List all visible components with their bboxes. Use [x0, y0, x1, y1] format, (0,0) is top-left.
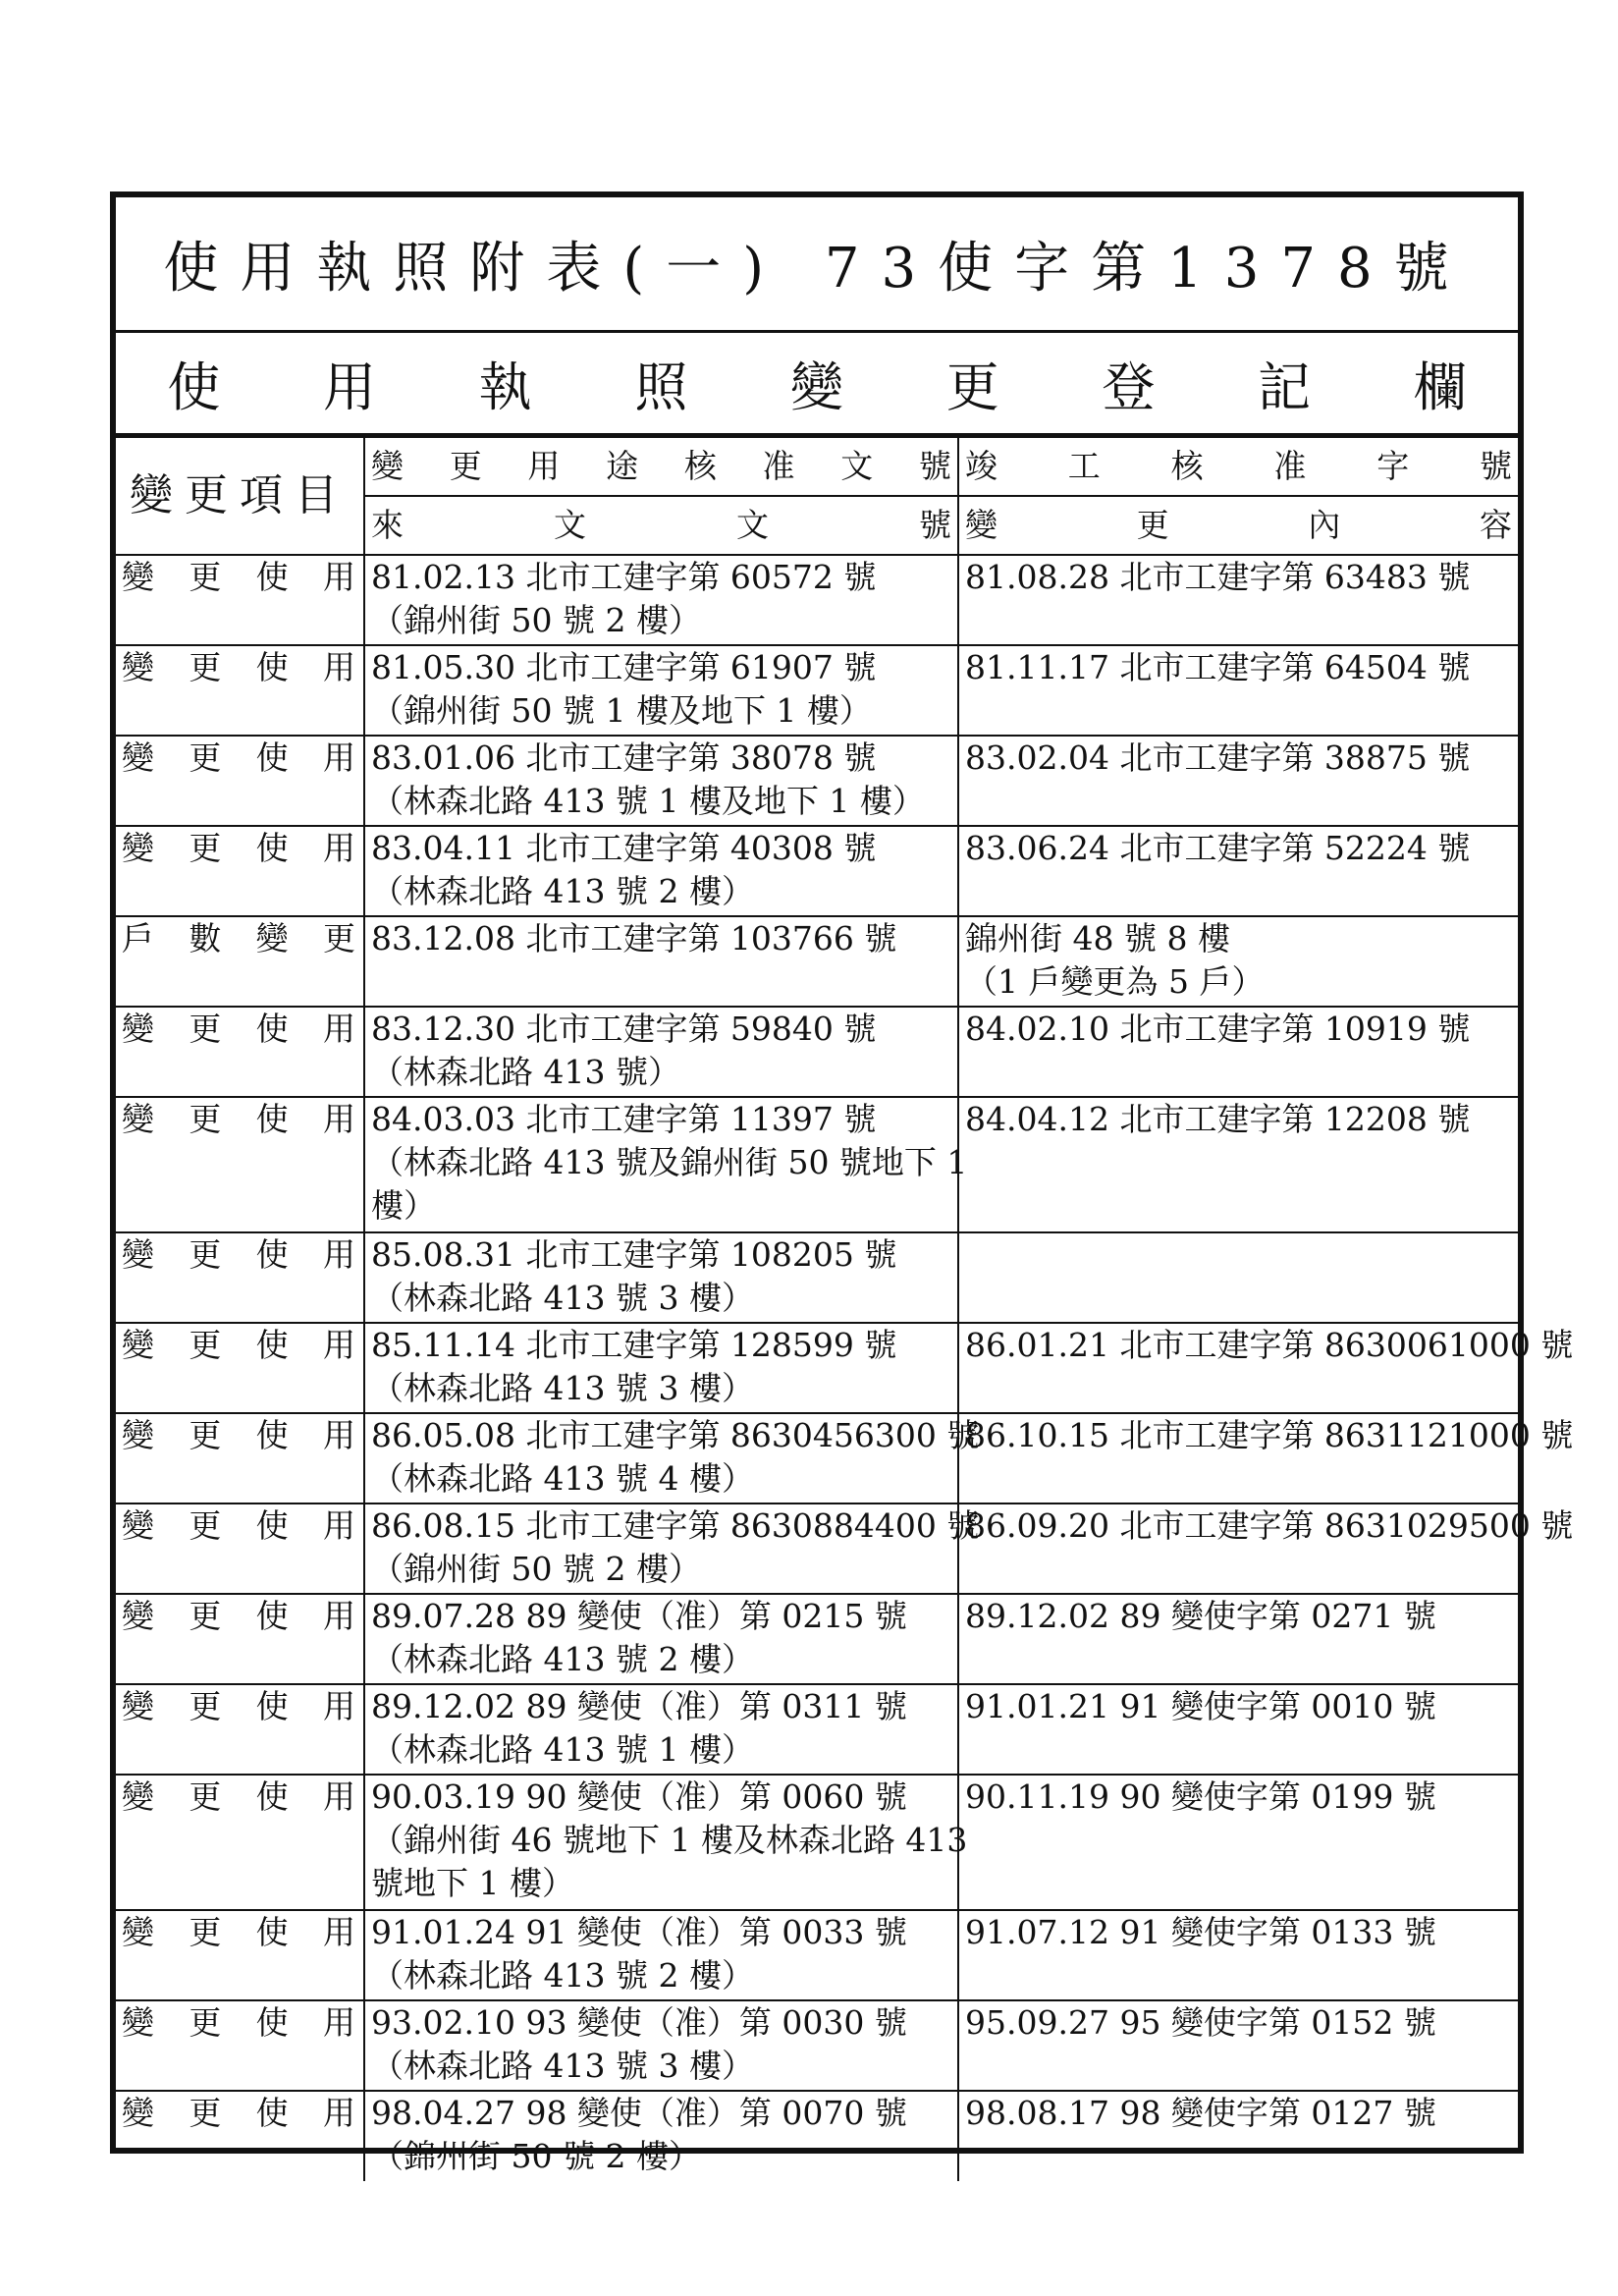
approval-doc-cell — [364, 2091, 958, 2181]
approval-doc-line: 89.07.28 89 變使（准）第 0215 號 — [371, 1597, 907, 1635]
table-row — [116, 2091, 1518, 2181]
table-row — [116, 1594, 1518, 1684]
change-item-char: 使 — [255, 1010, 289, 1048]
change-item-char: 更 — [189, 1100, 222, 1138]
approval-doc-line: 91.01.24 91 變使（准）第 0033 號 — [371, 1913, 907, 1951]
change-item-char: 更 — [189, 1687, 222, 1725]
completion-doc-cell — [958, 1594, 1518, 1684]
approval-doc-line: 85.11.14 北市工建字第 128599 號 — [371, 1326, 897, 1364]
change-item-char: 變 — [122, 1597, 154, 1635]
completion-doc-line: 91.07.12 91 變使字第 0133 號 — [965, 1913, 1436, 1951]
approval-doc-line: 81.05.30 北市工建字第 61907 號 — [371, 648, 877, 686]
table-row — [116, 826, 1518, 916]
completion-doc-line: 錦州街 48 號 8 樓 — [965, 919, 1230, 957]
change-item-char: 更 — [189, 1235, 222, 1274]
change-item-char: 用 — [322, 1416, 355, 1454]
approval-doc-line: （林森北路 413 號 3 樓） — [371, 1279, 754, 1317]
change-item-char: 變 — [122, 829, 154, 867]
table-row — [116, 1413, 1518, 1503]
change-item-char: 用 — [322, 1687, 355, 1725]
header-char: 字 — [1376, 447, 1410, 485]
completion-doc-line: 81.08.28 北市工建字第 63483 號 — [965, 558, 1471, 596]
approval-doc-cell — [364, 1910, 958, 2000]
approval-doc-line: （林森北路 413 號 2 樓） — [371, 1640, 754, 1678]
approval-doc-cell — [364, 1775, 968, 1910]
header-char: 工 — [1067, 447, 1101, 485]
header-char: 核 — [1170, 447, 1204, 485]
header-char: 來 — [371, 506, 404, 544]
header-char: 號 — [918, 447, 951, 485]
change-item-char: 用 — [322, 2094, 355, 2132]
table-row — [116, 1684, 1518, 1775]
change-item-char: 變 — [122, 1416, 154, 1454]
header-char: 變 — [371, 447, 404, 485]
change-item-cell — [116, 1684, 364, 1775]
approval-doc-line: 98.04.27 98 變使（准）第 0070 號 — [371, 2094, 907, 2132]
completion-doc-line: 84.04.12 北市工建字第 12208 號 — [965, 1100, 1471, 1138]
table-row — [116, 1323, 1518, 1413]
approval-doc-line: 83.12.30 北市工建字第 59840 號 — [371, 1010, 877, 1048]
approval-doc-line: （錦州街 50 號 2 樓） — [371, 601, 701, 639]
document-frame — [110, 191, 1574, 2175]
approval-doc-cell — [364, 826, 958, 916]
change-item-char: 變 — [122, 738, 154, 777]
change-item-char: 更 — [189, 2094, 222, 2132]
section-title-char: 執 — [478, 355, 532, 418]
change-item-char: 使 — [255, 648, 289, 686]
table-row — [116, 1007, 1518, 1097]
change-item-char: 變 — [122, 1687, 154, 1725]
approval-doc-cell — [364, 736, 958, 826]
change-item-cell — [116, 736, 364, 826]
approval-doc-line: 89.12.02 89 變使（准）第 0311 號 — [371, 1687, 907, 1725]
header-char: 核 — [683, 447, 717, 485]
change-item-char: 更 — [189, 558, 222, 596]
approval-doc-line: 83.12.08 北市工建字第 103766 號 — [371, 919, 897, 957]
change-item-cell — [116, 645, 364, 736]
approval-doc-line: 90.03.19 90 變使（准）第 0060 號 — [371, 1777, 907, 1816]
change-item-char: 使 — [255, 558, 289, 596]
approval-doc-line: 86.08.15 北市工建字第 8630884400 號 — [371, 1506, 980, 1545]
approval-doc-line: （林森北路 413 號 3 樓） — [371, 2047, 754, 2085]
completion-doc-cell — [958, 1684, 1518, 1775]
table-row — [116, 2000, 1518, 2091]
approval-doc-line: （錦州街 50 號 2 樓） — [371, 2137, 701, 2175]
change-item-char: 用 — [322, 738, 355, 777]
section-title-char: 使 — [167, 355, 221, 418]
completion-doc-cell — [958, 916, 1518, 1007]
completion-doc-cell — [958, 736, 1518, 826]
change-item-char: 更 — [189, 1913, 222, 1951]
approval-doc-line: 號地下 1 樓） — [371, 1864, 574, 1902]
completion-doc-cell — [958, 1910, 1518, 2000]
completion-doc-line: 98.08.17 98 變使字第 0127 號 — [965, 2094, 1436, 2132]
header-char: 內 — [1308, 506, 1341, 544]
table-row — [116, 1232, 1518, 1323]
header-char: 更 — [449, 447, 482, 485]
change-item-cell — [116, 1775, 364, 1910]
change-item-char: 用 — [322, 829, 355, 867]
approval-doc-line: 84.03.03 北市工建字第 11397 號 — [371, 1100, 877, 1138]
change-item-cell — [116, 1413, 364, 1503]
header-change-content — [958, 496, 1518, 555]
header-char: 文 — [840, 447, 874, 485]
header-char: 變 — [965, 506, 998, 544]
approval-doc-cell — [364, 555, 958, 645]
completion-doc-line: 86.10.15 北市工建字第 8631121000 號 — [965, 1416, 1574, 1454]
change-item-char: 變 — [122, 1010, 154, 1048]
approval-doc-cell — [364, 645, 958, 736]
approval-doc-line: （林森北路 413 號 4 樓） — [371, 1459, 754, 1498]
change-item-char: 使 — [255, 1777, 289, 1816]
completion-doc-line: （1 戶變更為 5 戶） — [965, 962, 1265, 1001]
change-item-char: 更 — [189, 1777, 222, 1816]
change-item-char: 戶 — [122, 919, 154, 957]
approval-doc-line: 81.02.13 北市工建字第 60572 號 — [371, 558, 877, 596]
section-title-char: 更 — [945, 355, 999, 418]
approval-doc-line: （林森北路 413 號 2 樓） — [371, 1956, 754, 1995]
table-row — [116, 1097, 1518, 1232]
completion-doc-line: 84.02.10 北市工建字第 10919 號 — [965, 1010, 1471, 1048]
approval-doc-cell — [364, 1232, 958, 1323]
change-item-cell — [116, 1503, 364, 1594]
change-item-cell — [116, 916, 364, 1007]
approval-doc-line: （林森北路 413 號） — [371, 1053, 680, 1091]
completion-doc-line: 83.02.04 北市工建字第 38875 號 — [965, 738, 1471, 777]
change-item-cell — [116, 2000, 364, 2091]
change-item-char: 用 — [322, 1010, 355, 1048]
change-item-char: 變 — [122, 1326, 154, 1364]
approval-doc-line: （林森北路 413 號 1 樓） — [371, 1730, 754, 1769]
table-row — [116, 736, 1518, 826]
approval-doc-line: （林森北路 413 號及錦州街 50 號地下 1 — [371, 1143, 968, 1181]
change-item-char: 用 — [322, 1597, 355, 1635]
change-item-char: 使 — [255, 1687, 289, 1725]
header-char: 文 — [736, 506, 769, 544]
table-row — [116, 1503, 1518, 1594]
change-item-char: 用 — [322, 1100, 355, 1138]
change-item-char: 更 — [189, 738, 222, 777]
change-item-char: 用 — [322, 1777, 355, 1816]
change-item-char: 使 — [255, 1913, 289, 1951]
section-title-char: 用 — [323, 355, 376, 418]
header-row — [116, 437, 1518, 496]
change-item-char: 使 — [255, 1235, 289, 1274]
change-item-cell — [116, 1910, 364, 2000]
change-item-char: 更 — [189, 1597, 222, 1635]
change-item-char: 使 — [255, 1326, 289, 1364]
document-title: 使用執照附表(一) 73使字第1378號 — [116, 197, 1518, 333]
change-item-char: 用 — [322, 558, 355, 596]
header-char: 用 — [527, 447, 561, 485]
completion-doc-cell — [958, 1007, 1518, 1097]
approval-doc-cell — [364, 1413, 980, 1503]
change-item-char: 使 — [255, 1506, 289, 1545]
table-row — [116, 555, 1518, 645]
table-row — [116, 645, 1518, 736]
change-item-char: 更 — [189, 829, 222, 867]
header-char: 准 — [1273, 447, 1307, 485]
change-item-char: 用 — [322, 2003, 355, 2042]
approval-doc-line: （錦州街 46 號地下 1 樓及林森北路 413 — [371, 1821, 968, 1859]
header-char: 號 — [919, 506, 951, 544]
header-char: 竣 — [965, 447, 998, 485]
change-item-char: 更 — [189, 1326, 222, 1364]
approval-doc-line: 83.01.06 北市工建字第 38078 號 — [371, 738, 877, 777]
change-item-char: 變 — [122, 2094, 154, 2132]
header-approval-doc — [364, 437, 958, 496]
completion-doc-cell — [958, 1413, 1574, 1503]
change-item-char: 更 — [322, 919, 355, 957]
header-item: 變更項目 — [116, 437, 364, 555]
approval-doc-cell — [364, 1594, 958, 1684]
header-char: 途 — [606, 447, 639, 485]
change-register-table — [116, 436, 1574, 2181]
approval-doc-line: （林森北路 413 號 2 樓） — [371, 872, 754, 910]
change-item-char: 變 — [122, 1100, 154, 1138]
change-item-char: 更 — [189, 1416, 222, 1454]
approval-doc-line: 83.04.11 北市工建字第 40308 號 — [371, 829, 877, 867]
approval-doc-line: 86.05.08 北市工建字第 8630456300 號 — [371, 1416, 980, 1454]
change-item-char: 更 — [189, 1506, 222, 1545]
change-item-char: 用 — [322, 1235, 355, 1274]
approval-doc-cell — [364, 1323, 958, 1413]
change-item-char: 用 — [322, 1506, 355, 1545]
change-item-cell — [116, 555, 364, 645]
completion-doc-cell — [958, 1232, 1518, 1323]
change-item-char: 使 — [255, 1416, 289, 1454]
approval-doc-cell — [364, 916, 958, 1007]
completion-doc-line: 81.11.17 北市工建字第 64504 號 — [965, 648, 1471, 686]
change-item-cell — [116, 826, 364, 916]
approval-doc-cell — [364, 1684, 958, 1775]
change-item-char: 變 — [122, 1506, 154, 1545]
approval-doc-line: （林森北路 413 號 1 樓及地下 1 樓） — [371, 782, 925, 820]
header-incoming-doc — [364, 496, 958, 555]
approval-doc-line: 93.02.10 93 變使（准）第 0030 號 — [371, 2003, 907, 2042]
completion-doc-line: 91.01.21 91 變使字第 0010 號 — [965, 1687, 1436, 1725]
completion-doc-cell — [958, 826, 1518, 916]
header-char: 文 — [554, 506, 586, 544]
change-item-char: 用 — [322, 1326, 355, 1364]
change-item-cell — [116, 1007, 364, 1097]
change-item-char: 變 — [255, 919, 289, 957]
approval-doc-cell — [364, 2000, 958, 2091]
completion-doc-line: 83.06.24 北市工建字第 52224 號 — [965, 829, 1471, 867]
change-item-char: 使 — [255, 1100, 289, 1138]
section-title-char: 記 — [1258, 355, 1312, 418]
header-completion-doc — [958, 437, 1518, 496]
change-item-char: 更 — [189, 1010, 222, 1048]
header-char: 容 — [1479, 506, 1512, 544]
approval-doc-cell — [364, 1503, 980, 1594]
change-item-char: 變 — [122, 2003, 154, 2042]
header-char: 准 — [762, 447, 795, 485]
completion-doc-line: 86.09.20 北市工建字第 8631029500 號 — [965, 1506, 1574, 1545]
section-title — [116, 333, 1518, 436]
change-item-char: 用 — [322, 648, 355, 686]
change-item-char: 變 — [122, 1235, 154, 1274]
change-item-cell — [116, 1323, 364, 1413]
change-item-char: 使 — [255, 2003, 289, 2042]
change-item-char: 使 — [255, 829, 289, 867]
change-item-char: 數 — [189, 919, 222, 957]
completion-doc-line: 90.11.19 90 變使字第 0199 號 — [965, 1777, 1436, 1816]
change-item-char: 變 — [122, 1777, 154, 1816]
change-item-cell — [116, 1232, 364, 1323]
completion-doc-cell — [958, 2000, 1518, 2091]
completion-doc-cell — [958, 645, 1518, 736]
approval-doc-line: （林森北路 413 號 3 樓） — [371, 1369, 754, 1407]
approval-doc-cell — [364, 1007, 958, 1097]
table-row — [116, 916, 1518, 1007]
approval-doc-cell — [364, 1097, 968, 1232]
completion-doc-cell — [958, 555, 1518, 645]
section-title-char: 變 — [790, 355, 844, 418]
change-item-char: 變 — [122, 1913, 154, 1951]
change-item-cell — [116, 1097, 364, 1232]
header-char: 號 — [1479, 447, 1512, 485]
change-item-cell — [116, 2091, 364, 2181]
section-title-char: 照 — [634, 355, 688, 418]
completion-doc-line: 86.01.21 北市工建字第 8630061000 號 — [965, 1326, 1574, 1364]
change-item-cell — [116, 1594, 364, 1684]
section-title-char: 登 — [1102, 355, 1156, 418]
approval-doc-line: 樓） — [371, 1186, 436, 1225]
table-row — [116, 1910, 1518, 2000]
completion-doc-cell — [958, 1775, 1518, 1910]
completion-doc-cell — [958, 1503, 1574, 1594]
change-item-char: 使 — [255, 2094, 289, 2132]
approval-doc-line: 85.08.31 北市工建字第 108205 號 — [371, 1235, 897, 1274]
completion-doc-cell — [958, 1097, 1518, 1232]
completion-doc-cell — [958, 1323, 1574, 1413]
change-item-char: 使 — [255, 1597, 289, 1635]
change-item-char: 變 — [122, 558, 154, 596]
approval-doc-line: （錦州街 50 號 2 樓） — [371, 1550, 701, 1588]
completion-doc-line: 89.12.02 89 變使字第 0271 號 — [965, 1597, 1436, 1635]
change-item-char: 更 — [189, 2003, 222, 2042]
change-item-char: 更 — [189, 648, 222, 686]
change-item-char: 用 — [322, 1913, 355, 1951]
completion-doc-line: 95.09.27 95 變使字第 0152 號 — [965, 2003, 1436, 2042]
header-char: 更 — [1136, 506, 1169, 544]
section-title-char: 欄 — [1413, 355, 1467, 418]
change-item-char: 變 — [122, 648, 154, 686]
change-item-char: 使 — [255, 738, 289, 777]
table-row — [116, 1775, 1518, 1910]
completion-doc-cell — [958, 2091, 1518, 2181]
approval-doc-line: （錦州街 50 號 1 樓及地下 1 樓） — [371, 691, 872, 730]
